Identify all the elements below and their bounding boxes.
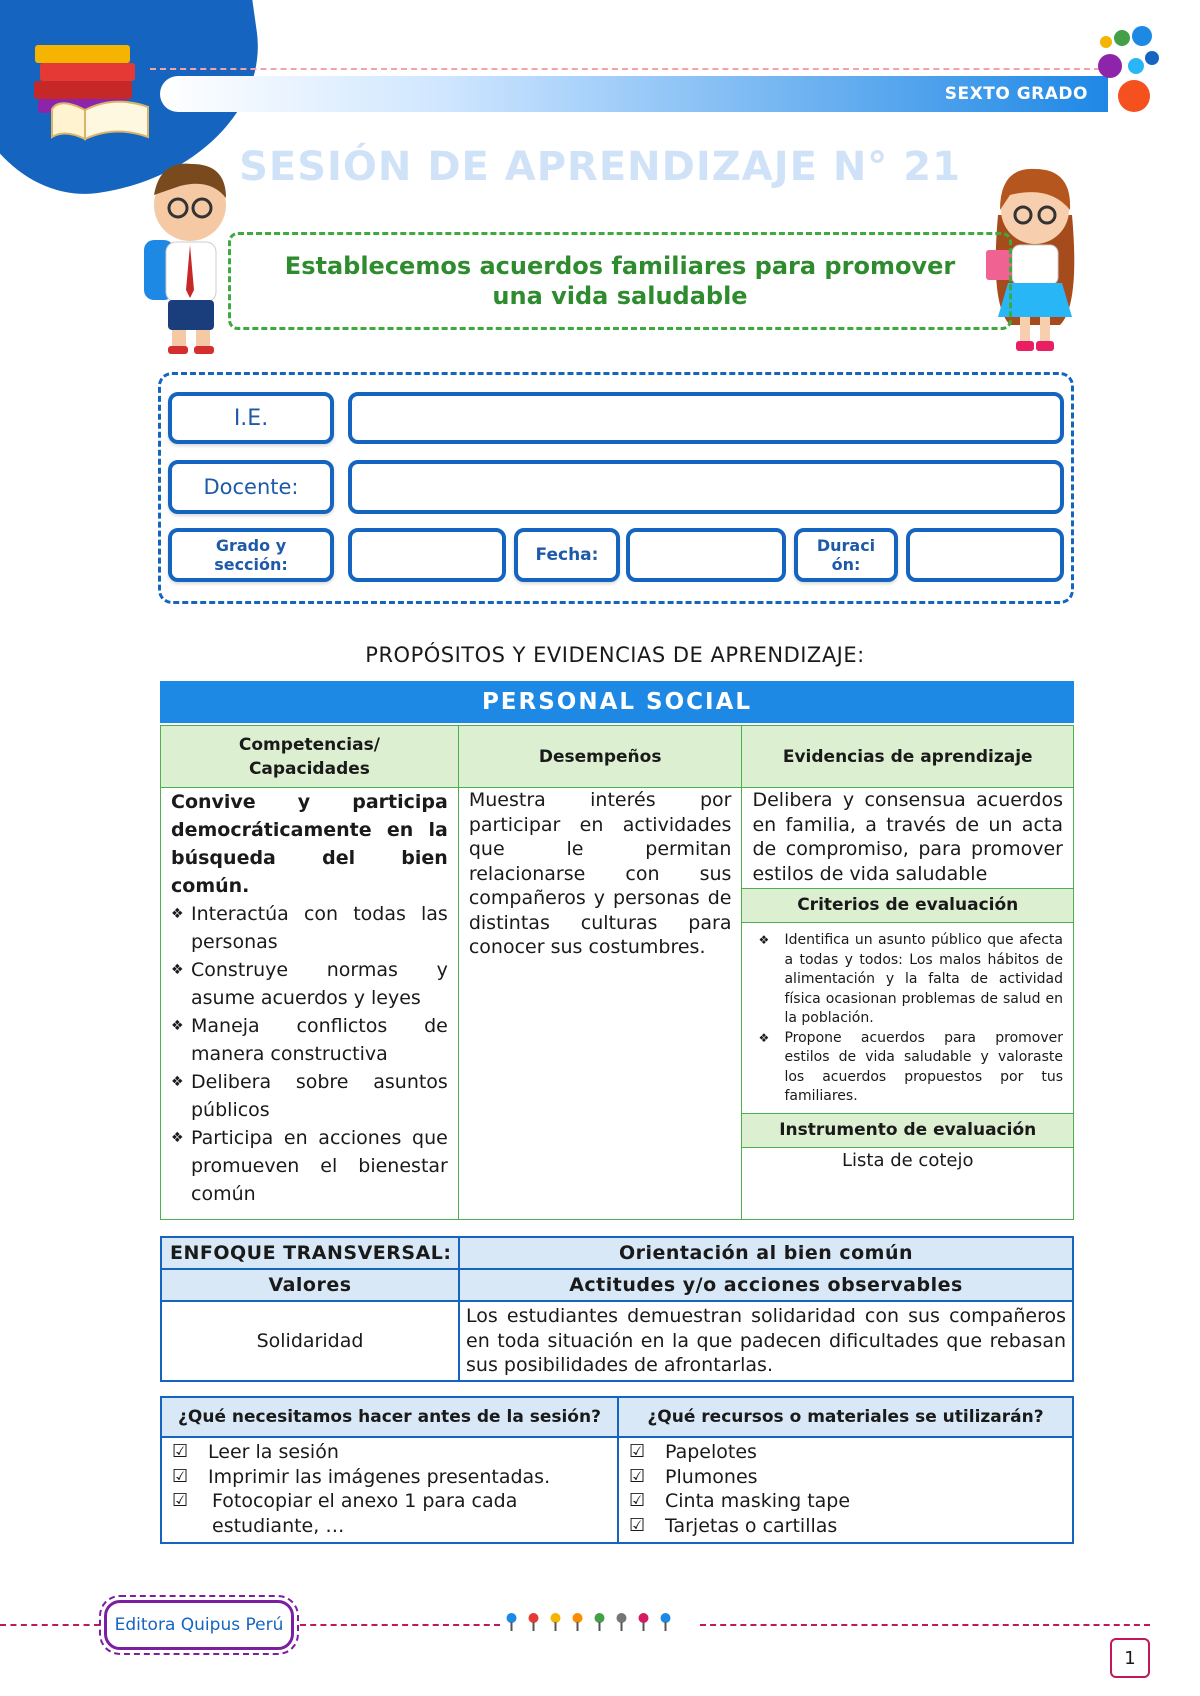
pin-icon — [637, 1612, 650, 1632]
antes-item: ☑ Leer la sesión — [162, 1440, 617, 1465]
antes-item: ☑ Fotocopiar el anexo 1 para cada estudiante, … — [162, 1489, 617, 1538]
grade-label: SEXTO GRADO — [944, 84, 1088, 104]
competencia-text: Convive y participa democráticamente en la búsqueda del bien común. — [171, 791, 448, 897]
preparation-table — [160, 1396, 1074, 1544]
instrumento-header: Instrumento de evaluación — [742, 1113, 1073, 1148]
recurso-item: ☑ Cinta masking tape — [619, 1489, 1072, 1514]
pin-icon — [615, 1612, 628, 1632]
criterio-item: ❖ Identifica un asunto público que afecta a todas y todos: Los malos hábitos de alimentación y la falta de actividad física ocasionan problemas de salud en la población. — [742, 931, 1073, 1029]
ie-field[interactable] — [348, 392, 1064, 444]
docente-field[interactable] — [348, 460, 1064, 514]
pin-icon — [593, 1612, 606, 1632]
criterios-header: Criterios de evaluación — [742, 888, 1073, 923]
colored-dots-icon — [1090, 20, 1170, 120]
books-icon — [30, 25, 170, 145]
recurso-item: ☑ Plumones — [619, 1465, 1072, 1490]
capacidad-item: ❖ Delibera sobre asuntos públicos — [161, 1068, 458, 1124]
desempenos-cell — [458, 788, 742, 1220]
enfoque-label: ENFOQUE TRANSVERSAL: — [161, 1237, 459, 1269]
duracion-field[interactable] — [906, 528, 1064, 582]
docente-label: Docente: — [168, 460, 334, 514]
valores-header: Valores — [161, 1269, 459, 1301]
publisher-badge: Editora Quipus Perú — [104, 1600, 294, 1650]
duracion-label: Duraci ón: — [794, 528, 898, 582]
evidencia-text: Delibera y consensua acuerdos en familia, a través de un acta de compromiso, para promover estilos de vida saludable — [752, 789, 1063, 885]
footer-dashed-line — [0, 1624, 100, 1626]
footer-pins — [505, 1612, 672, 1632]
header-evidencias: Evidencias de aprendizaje — [742, 726, 1074, 788]
header-competencias: Competencias/ Capacidades — [161, 726, 459, 788]
session-subtitle: Establecemos acuerdos familiares para promover una vida saludable — [228, 232, 1012, 330]
desempeno-text: Muestra interés por participar en actividades que le permitan relacionarse con sus compañeros y personas de distintas culturas para conocer sus costumbres. — [468, 789, 732, 958]
enfoque-table — [160, 1236, 1074, 1382]
capacidad-item: ❖ Construye normas y asume acuerdos y leyes — [161, 956, 458, 1012]
competencias-cell — [161, 788, 459, 1220]
fecha-field[interactable] — [626, 528, 786, 582]
boy-illustration — [140, 150, 240, 355]
recurso-item: ☑ Papelotes — [619, 1440, 1072, 1465]
pin-icon — [571, 1612, 584, 1632]
antes-item: ☑ Imprimir las imágenes presentadas. — [162, 1465, 617, 1490]
capacidad-item: ❖ Interactúa con todas las personas — [161, 900, 458, 956]
recursos-header: ¿Qué recursos o materiales se utilizarán? — [618, 1397, 1073, 1437]
actitudes-header: Actitudes y/o acciones observables — [459, 1269, 1073, 1301]
criterio-item: ❖ Propone acuerdos para promover estilos de vida saludable y valoraste los acuerdos propuestos por tus familiares. — [742, 1029, 1073, 1107]
purposes-title: PROPÓSITOS Y EVIDENCIAS DE APRENDIZAJE: — [365, 643, 865, 667]
footer-dashed-line — [700, 1624, 1150, 1626]
pin-icon — [659, 1612, 672, 1632]
pin-icon — [505, 1612, 518, 1632]
header-dashed-line — [150, 68, 1100, 70]
recursos-cell — [618, 1437, 1073, 1543]
purposes-table — [160, 725, 1074, 1220]
instrumento-text: Lista de cotejo — [841, 1149, 974, 1171]
ie-label: I.E. — [168, 392, 334, 444]
recurso-item: ☑ Tarjetas o cartillas — [619, 1514, 1072, 1539]
session-title: SESIÓN DE APRENDIZAJE N° 21 — [239, 144, 961, 190]
valor-text: Solidaridad — [161, 1301, 459, 1381]
evidencias-cell — [742, 788, 1074, 1220]
grado-label: Grado y sección: — [168, 528, 334, 582]
capacidad-item: ❖ Participa en acciones que promueven el bienestar común — [161, 1124, 458, 1208]
footer-dashed-line — [300, 1624, 500, 1626]
capacidad-item: ❖ Maneja conflictos de manera constructiva — [161, 1012, 458, 1068]
enfoque-name: Orientación al bien común — [459, 1237, 1073, 1269]
actitud-text: Los estudiantes demuestran solidaridad con sus compañeros en toda situación en la que padecen dificultades que rebasan sus posibilidades de afrontarlas. — [459, 1301, 1073, 1381]
grado-field[interactable] — [348, 528, 506, 582]
antes-cell — [161, 1437, 618, 1543]
area-header: PERSONAL SOCIAL — [160, 681, 1074, 723]
header-desempenos: Desempeños — [458, 726, 742, 788]
fecha-label: Fecha: — [514, 528, 620, 582]
page-number: 1 — [1110, 1638, 1150, 1678]
pin-icon — [527, 1612, 540, 1632]
antes-header: ¿Qué necesitamos hacer antes de la sesión? — [161, 1397, 618, 1437]
pin-icon — [549, 1612, 562, 1632]
